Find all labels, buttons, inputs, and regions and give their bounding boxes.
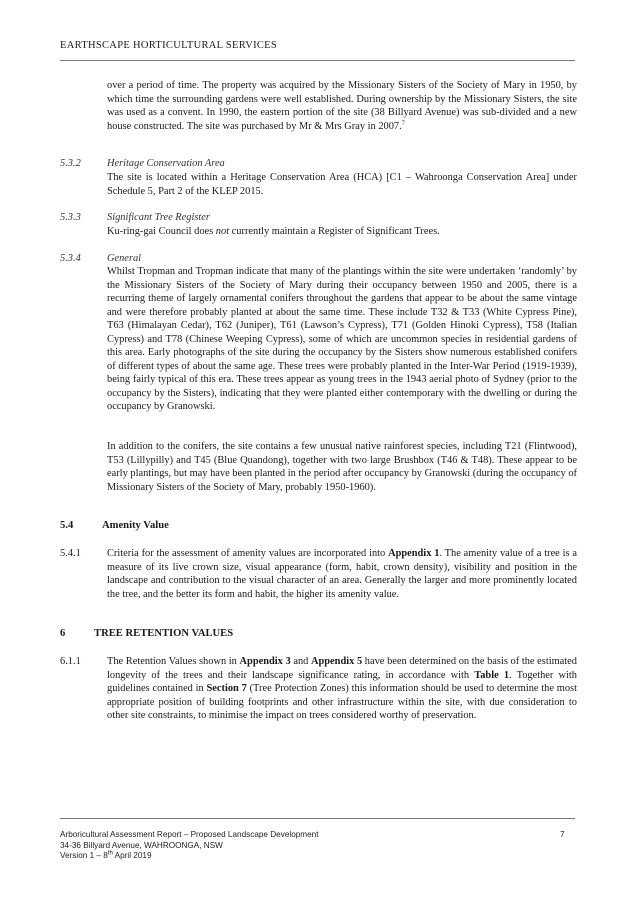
section-title-heritage-conservation-area: Heritage Conservation Area xyxy=(107,158,225,169)
intro-paragraph xyxy=(107,79,577,133)
significant-tree-paragraph xyxy=(107,225,577,239)
register-text-b: currently maintain a Register of Significant Trees. xyxy=(229,226,440,237)
appendix-1-ref: Appendix 1 xyxy=(388,548,440,559)
page-header-title: EARTHSCAPE HORTICULTURAL SERVICES xyxy=(60,40,278,51)
section-title-significant-tree-register: Significant Tree Register xyxy=(107,212,210,223)
retention-text-e: . Together with guidelines contained in xyxy=(107,669,577,694)
section-number-6-1-1: 6.1.1 xyxy=(60,656,81,667)
retention-paragraph xyxy=(107,655,577,723)
footer-version-text-a: Version 1 – 8 xyxy=(60,851,108,860)
appendix-3-ref: Appendix 3 xyxy=(239,656,291,667)
footer-version xyxy=(60,851,319,862)
table-1-ref: Table 1 xyxy=(474,669,510,681)
intro-text: over a period of time. The property was acquired by the Missionary Sisters of the Society of Mary in 1950, by which time the surrounding gardens were well established. During ownership by the Missionary Sisters, the site was used as a convent. In 1990, the eastern portion of the site (38 Billyard Avenue) was sub-divided and a new house constructed. The site was purchased by Mr & Mrs Gray in 2007. xyxy=(107,80,577,132)
section-number-6: 6 xyxy=(60,628,66,639)
header-divider xyxy=(60,60,575,61)
page-number: 7 xyxy=(560,830,565,839)
section-title-general: General xyxy=(107,253,142,264)
footer-version-sup: th xyxy=(107,850,113,857)
section-number-5-3-2: 5.3.2 xyxy=(60,158,81,169)
retention-text-f: (Tree Protection Zones) this information should be used to determine the most appropriate position of building footprints and other infrastructure within the site, with due consideration to other site constraints, to minimise the impact on trees considered worthy of preservation. xyxy=(107,683,577,721)
footnote-reference: 7 xyxy=(401,120,405,127)
register-text-a: Ku-ring-gai Council does xyxy=(107,226,216,237)
section-number-5-3-4: 5.3.4 xyxy=(60,253,81,264)
section-number-5-4-1: 5.4.1 xyxy=(60,548,81,559)
section-7-ref: Section 7 xyxy=(206,683,247,694)
heritage-paragraph: The site is located within a Heritage Conservation Area (HCA) [C1 – Wahroonga Conservation Area] under Schedule 5, Part 2 of the KLEP 2015. xyxy=(107,172,577,197)
amenity-paragraph xyxy=(107,547,577,601)
general-paragraph-2: In addition to the conifers, the site contains a few unusual native rainforest species, including T21 (Flintwood), T53 (Lillypilly) and T45 (Blue Quandong), together with two large Brushbox (T46 & T48). These appear to be early plantings, but may have been planted in the period after occupancy by Granowski (during the occupancy of Missionary Sisters of the Society of Mary, probably 1950-1960). xyxy=(107,441,577,493)
section-number-5-4: 5.4 xyxy=(60,520,74,531)
footer-address: 34-36 Billyard Avenue, WAHROONGA, NSW xyxy=(60,840,223,850)
retention-text-d: have been determined on the basis of the estimated longevity of the trees and their landscape significance rating, in accordance with xyxy=(107,656,577,681)
footer-block xyxy=(60,830,319,862)
section-number-5-3-3: 5.3.3 xyxy=(60,212,81,223)
retention-text-a: The Retention Values shown in xyxy=(107,656,240,667)
footer-divider xyxy=(60,818,575,819)
appendix-5-ref: Appendix 5 xyxy=(311,656,363,667)
amenity-text-b: . The amenity value of a tree is a measure of its live crown size, visual appearance (form, habit, crown density), visibility and position in the landscape and contribution to the visual character of an area. Generally the larger and more prominently located the tree, and the better its form and habit, the higher its amenity value. xyxy=(107,548,577,600)
general-paragraph-1: Whilst Tropman and Tropman indicate that many of the plantings within the site were undertaken ‘randomly’ by the Missionary Sisters of the Society of Mary during their occupancy between 1950 and 2005, there is a recurring theme of largely ornamental conifers throughout the gardens that appear to be about the same vintage and were therefore probably planted at about the same time. These include T32 & T33 (White Cypress Pine), T63 (Himalayan Cedar), T62 (Juniper), T61 (Lawson’s Cypress), T71 (Golden Hinoki Cypress), T58 (Italian Cypress) and T78 (Chinese Weeping Cypress), some of which are uncommon species in residential gardens of this area. Early photographs of the site during the occupancy by the Sisters show numerous established conifers of different types of about the same age. These trees were probably planted in the Inter-War Period (1919-1939), being fairly typical of this era. These trees appear as young trees in the 1943 aerial photo of Sydney (prior to the occupancy by the Sisters), indicating that they were planted either contemporary with the dwelling or during the occupancy by Granowski. xyxy=(107,266,577,412)
register-emphasis: not xyxy=(215,226,230,237)
amenity-text-a: Criteria for the assessment of amenity values are incorporated into xyxy=(107,548,389,559)
footer-report-title: Arboricultural Assessment Report – Proposed Landscape Development xyxy=(60,830,319,839)
footer-version-text-b: April 2019 xyxy=(112,851,152,860)
retention-text-c: and xyxy=(290,656,311,667)
section-title-tree-retention-values: TREE RETENTION VALUES xyxy=(94,628,234,639)
section-title-amenity-value: Amenity Value xyxy=(102,520,169,531)
